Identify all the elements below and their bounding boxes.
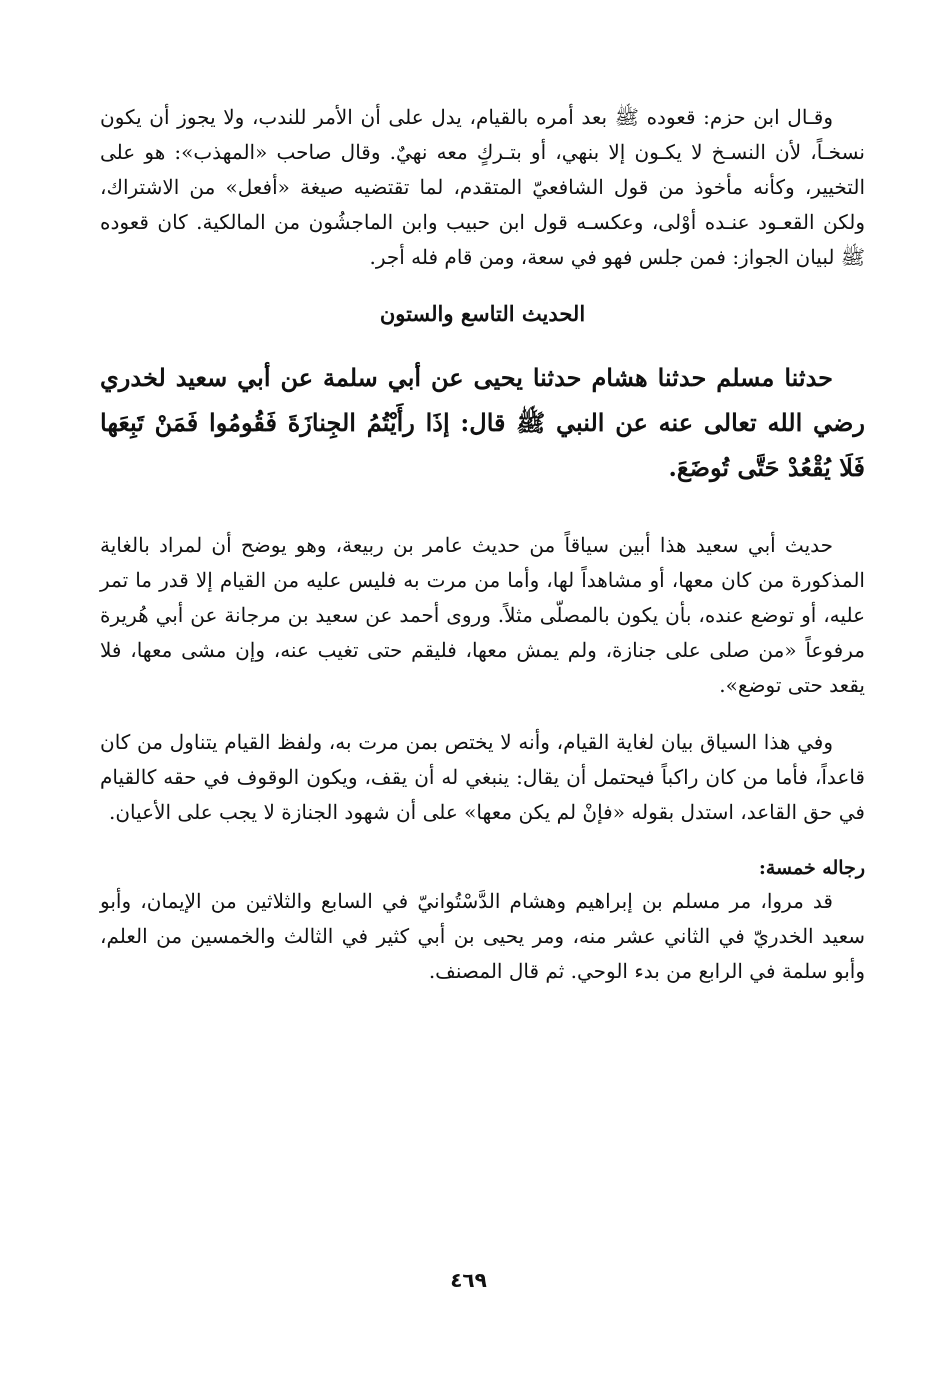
section-heading: الحديث التاسع والستون xyxy=(379,301,586,326)
page-number: ٤٦٩ xyxy=(450,1268,487,1292)
paragraph-commentary-1: حديث أبي سعيد هذا أبين سياقاً من حديث عامر بن ربيعة، وهو يوضح أن لمراد بالغاية المذكورة من كان معها، أو مشاهداً لها، وأما من مرت به فليس عليه من القيام إلا قدر ما تمر عليه، أو توضع عنده، بأن يكون بالمصلّى مثلاً. وروى أحمد عن سعيد بن مرجانة عن أبي هُريرة مرفوعاً «من صلى على جنازة، ولم يمش معها، فليقم حتى تغيب عنه، وإن مشى معها، فلا يقعد حتى توضع». xyxy=(100,533,865,697)
narrators-subheading: رجاله خمسة: xyxy=(758,857,865,879)
paragraph-narrators: قد مروا، مر مسلم بن إبراهيم وهشام الدَّسْتُوانيّ في السابع والثلاثين من الإيمان، وأبو سعيد الخدريّ في الثاني عشر منه، ومر يحيى بن أبي كثير في الثالث والخمسين من العلم، وأبو سلمة في الرابع من بدء الوحي. ثم قال المصنف. xyxy=(100,889,865,983)
hadith-text: حدثنا مسلم حدثنا هشام حدثنا يحيى عن أبي سلمة عن أبي سعيد لخدري رضي الله تعالى عنه عن النبي ﷺ قال: إذَا رأَيْتُمُ الجِنازَةَ فَقُومُوا فَمَنْ تَبِعَها فَلَا يُقْعُدْ حَتَّى تُوضَعَ. xyxy=(100,363,865,482)
paragraph-commentary-2: وفي هذا السياق بيان لغاية القيام، وأنه لا يختص بمن مرت به، ولفظ القيام يتناول من كان قاعداً، فأما من كان راكباً فيحتمل أن يقال: ينبغي له أن يقف، ويكون الوقوف في حقه كالقيام في حق القاعد، استدل بقوله «فإنْ لم يكن معها» على أن شهود الجنازة لا يجب على الأعيان. xyxy=(100,730,865,824)
paragraph-ibn-hazm: وقـال ابن حزم: قعوده ﷺ بعد أمره بالقيام، يدل على أن الأمر للندب، ولا يجوز أن يكون نسخـاً، لأن النسـخ لا يكـون إلا بنهي، أو بتـركٍ معه نهيٌ. وقال صاحب «المهذب»: هو على التخيير، وكأنه مأخوذ من قول الشافعيّ المتقدم، لما تقتضيه صيغة «أفعل» من الاشتراك، ولكن القعـود عنـده أوْلى، وعكسـه قول ابن حبيب وابن الماجشُون من المالكية. كان قعوده ﷺ لبيان الجواز: فمن جلس فهو في سعة، ومن قام فله أجر. xyxy=(100,105,865,269)
page-body xyxy=(100,100,865,989)
